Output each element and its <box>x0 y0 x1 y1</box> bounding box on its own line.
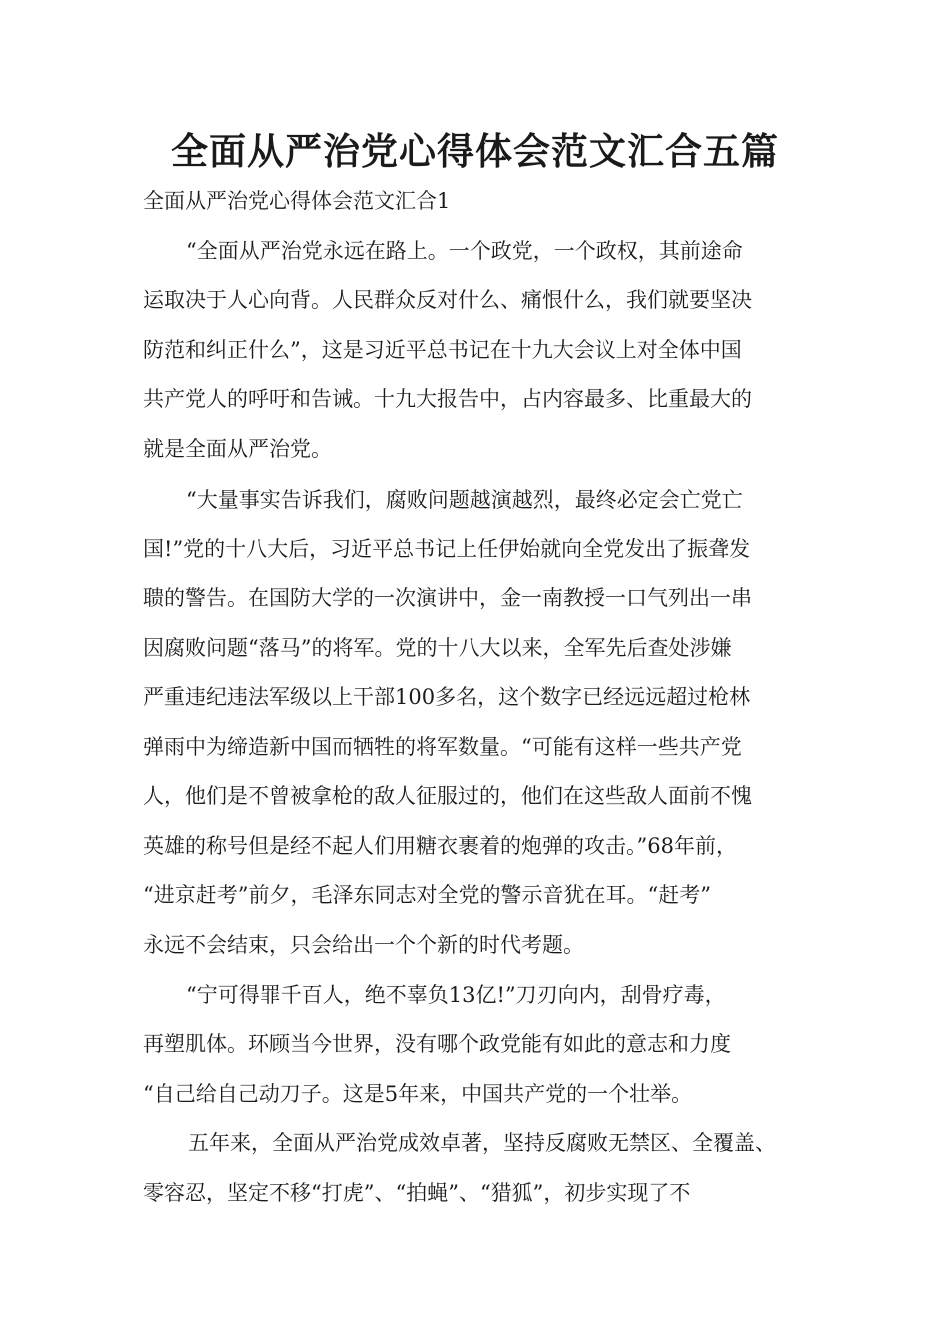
text-line: “大量事实告诉我们，腐败问题越演越烈，最终必定会亡党亡 <box>186 488 743 512</box>
section-subheading: 全面从严治党心得体会范文汇合1 <box>143 189 451 213</box>
text-line: “宁可得罪千百人，绝不辜负13亿!”刀刃向内，刮骨疗毒， <box>186 983 726 1007</box>
text-line: 零容忍，坚定不移“打虎”、“拍蝇”、“猎狐”，初步实现了不 <box>143 1181 691 1205</box>
text-line: 共产党人的呼吁和告诫。十九大报告中，占内容最多、比重最大的 <box>143 387 752 411</box>
text-line: “进京赶考”前夕，毛泽东同志对全党的警示音犹在耳。“赶考” <box>143 883 711 907</box>
document-title: 全面从严治党心得体会范文汇合五篇 <box>171 130 779 173</box>
text-line: 再塑肌体。环顾当今世界，没有哪个政党能有如此的意志和力度 <box>143 1032 731 1056</box>
text-line: “全面从严治党永远在路上。一个政党，一个政权，其前途命 <box>186 239 743 263</box>
text-line: 人，他们是不曾被拿枪的敌人征服过的，他们在这些敌人面前不愧 <box>143 784 752 808</box>
text-line: 国!”党的十八大后，习近平总书记上任伊始就向全党发出了振聋发 <box>143 537 751 561</box>
text-line: 严重违纪违法军级以上干部100多名，这个数字已经远远超过枪林 <box>143 685 751 709</box>
text-line: 因腐败问题“落马”的将军。党的十八大以来，全军先后查处涉嫌 <box>143 636 732 660</box>
text-line: 弹雨中为缔造新中国而牺牲的将军数量。“可能有这样一些共产党 <box>143 735 742 759</box>
text-line: 运取决于人心向背。人民群众反对什么、痛恨什么，我们就要坚决 <box>143 288 752 312</box>
text-line: 聩的警告。在国防大学的一次演讲中，金一南教授一口气列出一串 <box>143 586 752 610</box>
text-line: 永远不会结束，只会给出一个个新的时代考题。 <box>143 933 584 957</box>
text-line: “自己给自己动刀子。这是5年来，中国共产党的一个壮举。 <box>143 1082 693 1106</box>
text-line: 防范和纠正什么”，这是习近平总书记在十九大会议上对全体中国 <box>143 338 742 362</box>
text-line: 就是全面从严治党。 <box>143 437 332 461</box>
text-line: 五年来，全面从严治党成效卓著，坚持反腐败无禁区、全覆盖、 <box>188 1131 776 1155</box>
text-line: 英雄的称号但是经不起人们用糖衣裹着的炮弹的攻击。”68年前， <box>143 834 737 858</box>
